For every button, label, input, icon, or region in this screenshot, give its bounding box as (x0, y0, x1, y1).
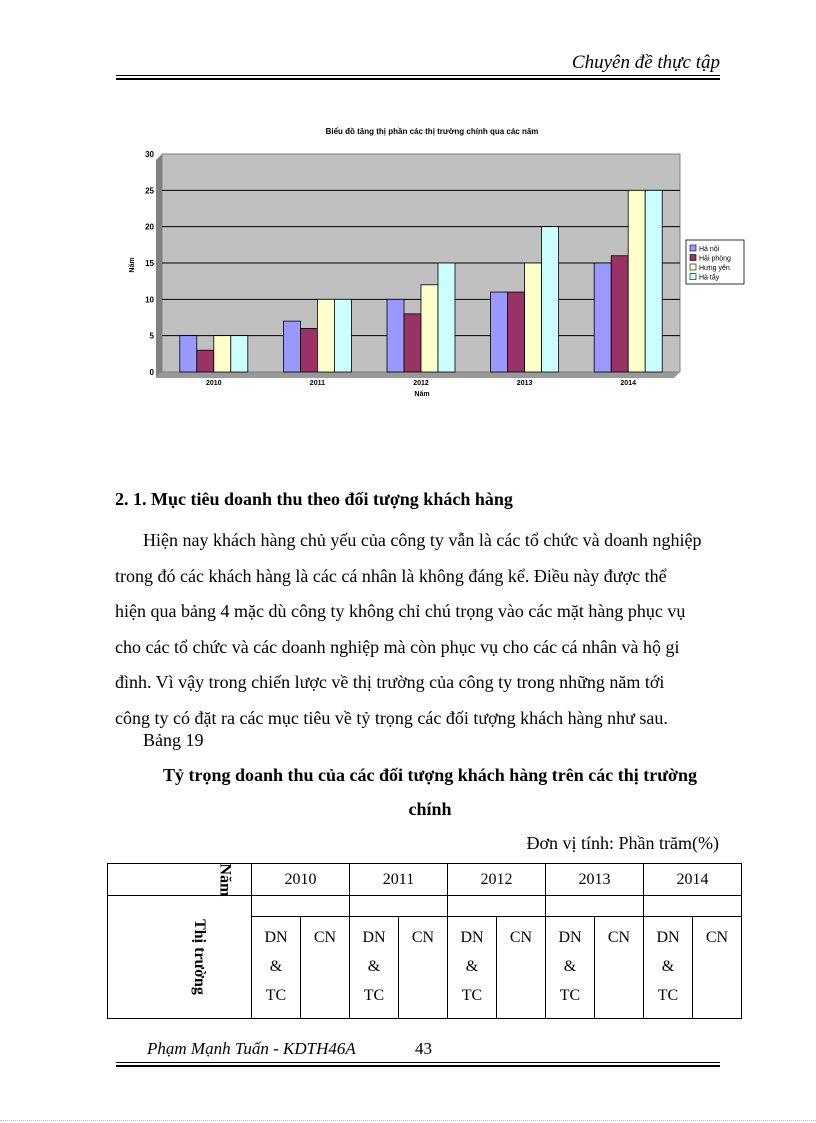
footer-author: Phạm Mạnh Tuấn - KDTH46A (147, 1039, 356, 1058)
empty-cell (448, 896, 546, 917)
year-header: 2013 (546, 864, 644, 896)
y-tick-label: 5 (149, 331, 154, 341)
legend-label: Hưng yên (699, 265, 730, 272)
col-cn: CN (693, 917, 742, 1019)
footer-rule (116, 1062, 720, 1063)
bar (283, 321, 300, 372)
col-cn: CN (399, 917, 448, 1019)
bar (491, 292, 508, 372)
footer-rule-thick (116, 1065, 720, 1067)
legend-swatch (690, 264, 696, 270)
x-tick-label: 2014 (620, 380, 636, 387)
bar (334, 299, 351, 372)
header-rule (116, 75, 720, 76)
col-cn: CN (497, 917, 546, 1019)
bar (594, 263, 611, 372)
paragraph-line: Hiện nay khách hàng chủ yếu của công ty vẫn là các tổ chức và doanh nghiệp (143, 530, 702, 550)
chart-legend (686, 240, 744, 284)
legend-label: Hà tây (699, 274, 720, 282)
empty-cell (644, 896, 742, 917)
header-rule-thick (116, 78, 720, 80)
bar (317, 299, 334, 372)
bar (628, 190, 645, 372)
col-dn-tc: DN & TC (252, 917, 301, 1019)
year-header: 2014 (644, 864, 742, 896)
bar (508, 292, 525, 372)
corner-market-label: Thị trường (108, 896, 252, 1019)
empty-cell (546, 896, 644, 917)
col-cn: CN (301, 917, 350, 1019)
y-tick-label: 30 (145, 150, 154, 159)
chart-y-label: Năm (129, 257, 136, 273)
bar (231, 336, 248, 372)
paragraph-line: công ty có đặt ra các mục tiêu về tỷ trọng các đối tượng khách hàng như sau. (115, 707, 668, 728)
bar (300, 328, 317, 372)
page-break-line (0, 1120, 816, 1121)
bar (438, 263, 455, 372)
col-dn-tc: DN & TC (644, 917, 693, 1019)
bar (197, 350, 214, 372)
legend-swatch (690, 245, 696, 251)
bar (404, 314, 421, 372)
bar (525, 263, 542, 372)
year-header: 2010 (252, 864, 350, 896)
chart-x-label: Năm (414, 391, 430, 398)
table-unit: Đơn vị tính: Phần trăm(%) (526, 833, 719, 853)
x-tick-label: 2010 (206, 380, 222, 387)
chart-title: Biểu đồ tăng thị phần các thị trường chính qua các năm (325, 127, 539, 136)
bar (214, 336, 231, 372)
paragraph-line: trong đó các khách hàng là các cá nhân là không đáng kể. Điều này được thể (115, 565, 667, 586)
page-number: 43 (415, 1039, 432, 1058)
plot-floor (156, 372, 680, 378)
x-tick-label: 2012 (413, 380, 429, 387)
legend-swatch (690, 274, 696, 280)
market-share-chart (120, 120, 731, 405)
corner-year-label: Năm (108, 864, 252, 896)
y-tick-label: 10 (145, 295, 154, 305)
bar (387, 299, 404, 372)
empty-cell (252, 896, 350, 917)
paragraph-line: đình. Vì vậy trong chiến lược về thị trường của công ty trong những năm tới (115, 672, 665, 692)
year-header: 2012 (448, 864, 546, 896)
body-paragraph (115, 523, 719, 736)
empty-cell (350, 896, 448, 917)
y-tick-label: 0 (149, 368, 154, 377)
col-dn-tc: DN & TC (350, 917, 399, 1019)
col-dn-tc: DN & TC (546, 917, 595, 1019)
bar (421, 285, 438, 372)
paragraph-line: hiện qua bảng 4 mặc dù công ty không chỉ chú trọng vào các mặt hàng phục vụ (115, 601, 686, 621)
y-tick-label: 25 (145, 186, 154, 196)
paragraph-line: cho các tổ chức và các doanh nghiệp mà còn phục vụ cho các cá nhân và hộ gi (115, 636, 680, 657)
table-title: Tỷ trọng doanh thu của các đối tượng khách hàng trên các thị trường (162, 765, 698, 785)
legend-label: Hà nội (699, 246, 720, 253)
bar (611, 256, 628, 372)
bar (542, 227, 559, 372)
y-tick-label: 15 (145, 259, 154, 268)
table-title-cont: chính (408, 799, 452, 819)
x-tick-label: 2013 (516, 380, 533, 387)
customer-share-table (107, 863, 742, 1019)
legend-label: Hải phòng (699, 255, 731, 263)
legend-swatch (690, 255, 696, 261)
table-reference: Bảng 19 (143, 730, 204, 750)
year-header: 2011 (350, 864, 448, 896)
section-heading: 2. 1. Mục tiêu doanh thu theo đối tượng khách hàng (115, 489, 513, 509)
header-title: Chuyên đề thực tập (571, 52, 720, 73)
x-tick-label: 2011 (309, 380, 325, 387)
col-cn: CN (595, 917, 644, 1019)
plot-side-wall (156, 154, 162, 378)
y-tick-label: 20 (145, 222, 154, 232)
bar (645, 190, 662, 372)
bar (180, 336, 197, 372)
col-dn-tc: DN & TC (448, 917, 497, 1019)
